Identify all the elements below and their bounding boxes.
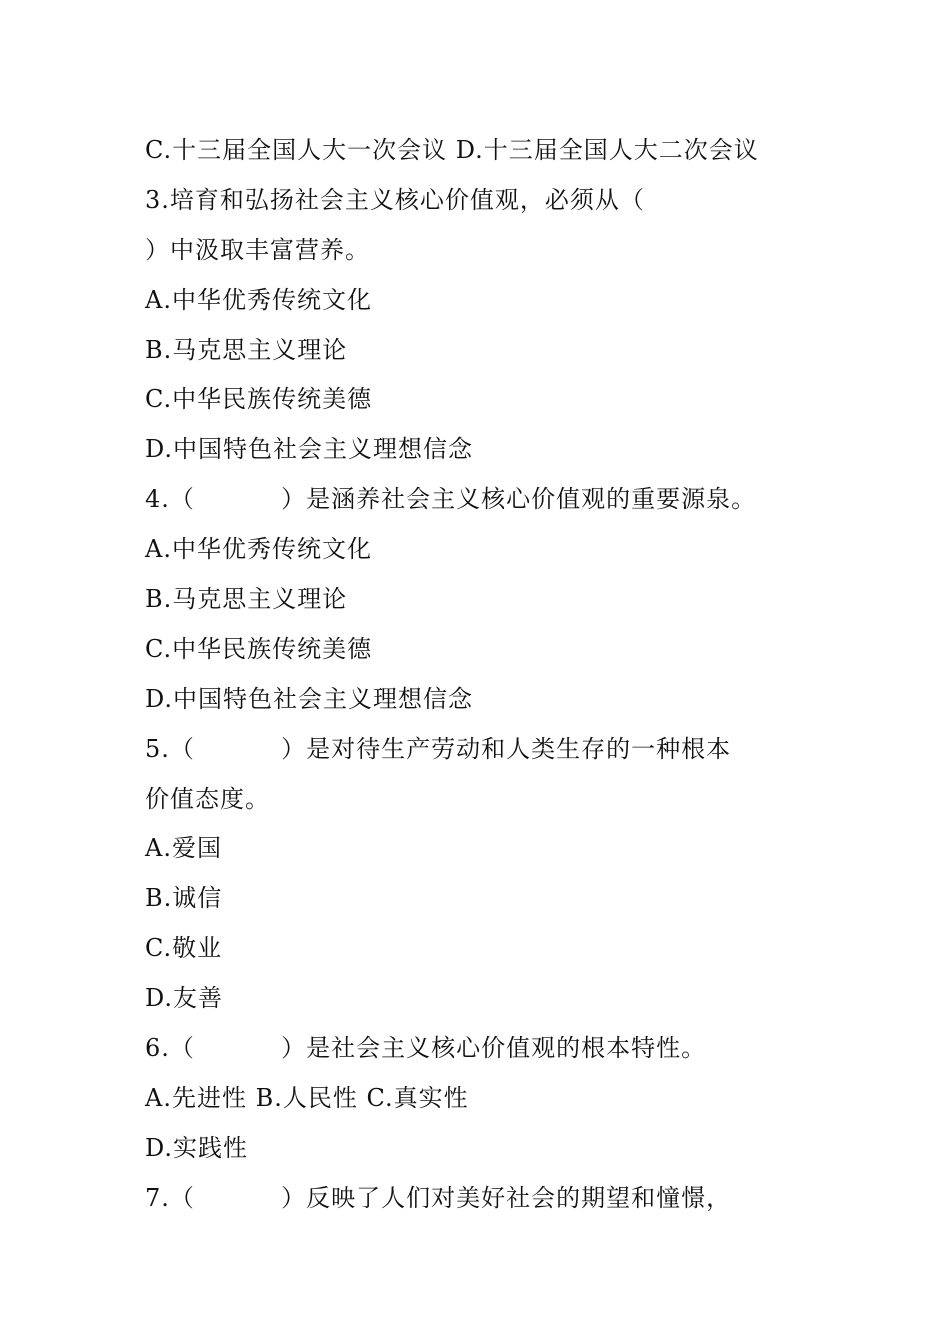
option-d: D.中国特色社会主义理想信念 [145, 684, 474, 713]
option-c: C.中华民族传统美德 [145, 385, 373, 414]
option-b: B.马克思主义理论 [145, 335, 348, 364]
option-d: D.实践性 [145, 1133, 249, 1162]
question-3-line: 3.培育和弘扬社会主义核心价值观，必须从（ [145, 185, 645, 214]
question-3-continuation: ）中汲取丰富营养。 [145, 235, 370, 264]
option-a: A.爱国 [145, 834, 222, 863]
option-c: C.敬业 [145, 934, 223, 963]
options-abc: A.先进性 B.人民性 C.真实性 [145, 1083, 469, 1112]
option-a: A.中华优秀传统文化 [145, 535, 372, 564]
option-b: B.诚信 [145, 884, 223, 913]
option-b: B.马克思主义理论 [145, 585, 348, 614]
question-7-line: 7.（ ）反映了人们对美好社会的期望和憧憬， [145, 1183, 732, 1212]
question-4-line: 4.（ ）是涵养社会主义核心价值观的重要源泉。 [145, 485, 757, 514]
question-5-line: 5.（ ）是对待生产劳动和人类生存的一种根本 [145, 734, 732, 763]
option-d: D.友善 [145, 984, 224, 1013]
option-d: D.中国特色社会主义理想信念 [145, 435, 474, 464]
option-c: C.中华民族传统美德 [145, 634, 373, 663]
option-a: A.中华优秀传统文化 [145, 285, 372, 314]
question-6-line: 6.（ ）是社会主义核心价值观的根本特性。 [145, 1034, 707, 1063]
question-5-continuation: 价值态度。 [145, 784, 270, 813]
option-line: C.十三届全国人大一次会议 D.十三届全国人大二次会议 [145, 136, 759, 164]
document-body [145, 126, 845, 1224]
